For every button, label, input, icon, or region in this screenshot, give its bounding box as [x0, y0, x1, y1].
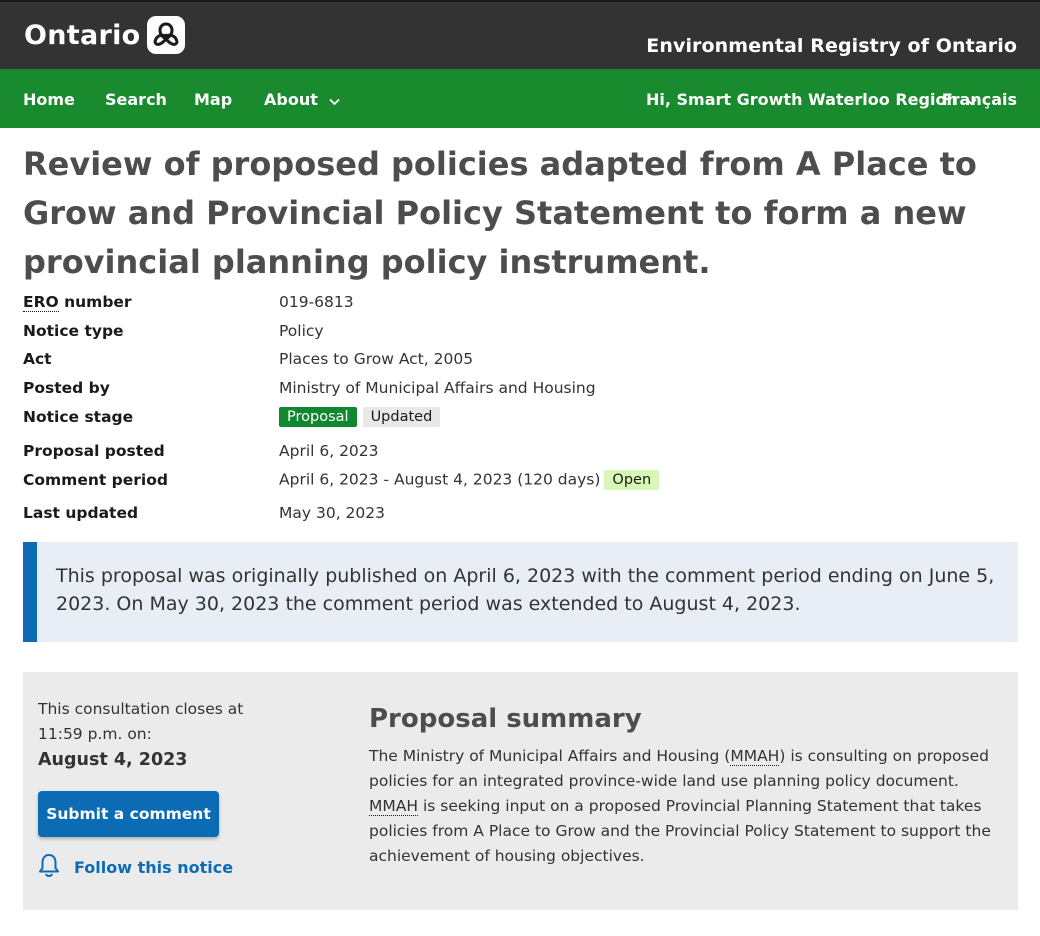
nav-search[interactable]: Search	[105, 90, 167, 109]
nav-map[interactable]: Map	[194, 90, 233, 109]
trillium-icon	[147, 16, 185, 54]
nav-language-toggle[interactable]: Français	[941, 90, 1017, 109]
chevron-down-icon	[329, 91, 340, 110]
extension-notice-text: This proposal was originally published on April 6, 2023 with the comment period ending on June 5, 2023. On May 30, 2023 the comment period was extended to August 4, 2023.	[56, 565, 995, 615]
act-value: Places to Grow Act, 2005	[279, 350, 474, 368]
page-title: Review of proposed policies adapted from A Place to Grow and Provincial Policy Statement to form a new provincial planning policy instrument.	[23, 145, 977, 281]
comment-period-dates: April 6, 2023 - August 4, 2023 (120 days)	[279, 470, 601, 489]
consultation-closes-text: This consultation closes at 11:59 p.m. on:	[38, 700, 244, 743]
ontario-logo-text: Ontario	[24, 19, 141, 51]
ero-abbr: ERO	[23, 293, 59, 311]
bell-icon	[38, 853, 60, 881]
extension-notice-callout	[23, 542, 1018, 642]
site-title[interactable]: Environmental Registry of Ontario	[646, 35, 1017, 57]
detail-row-act	[23, 350, 1013, 372]
posted-by-label: Posted by	[23, 379, 110, 397]
proposal-summary-heading: Proposal summary	[369, 704, 642, 734]
comment-period-label: Comment period	[23, 471, 168, 489]
submit-comment-button[interactable]: Submit a comment	[38, 791, 219, 837]
notice-type-label: Notice type	[23, 322, 124, 340]
notice-stage-value	[279, 407, 440, 427]
detail-row-notice-type	[23, 322, 1013, 344]
status-badge: Open	[604, 470, 659, 490]
notice-type-value: Policy	[279, 322, 324, 340]
consultation-panel	[23, 672, 1018, 910]
summary-text-part-1: The Ministry of Municipal Affairs and Housing (	[369, 747, 731, 765]
posted-by-value: Ministry of Municipal Affairs and Housing	[279, 379, 596, 397]
detail-row-notice-stage	[23, 407, 1013, 429]
nav-user-label: Hi, Smart Growth Waterloo Region	[646, 90, 958, 109]
mmah-abbr: MMAH	[369, 797, 419, 815]
follow-notice-link[interactable]	[38, 853, 233, 881]
nav-home[interactable]: Home	[23, 90, 75, 109]
last-updated-label: Last updated	[23, 504, 139, 522]
proposal-posted-label: Proposal posted	[23, 442, 165, 460]
main-navigation	[0, 69, 1040, 128]
site-header	[0, 0, 1040, 69]
notice-stage-label: Notice stage	[23, 408, 134, 426]
nav-about-label: About	[264, 90, 318, 109]
nav-about[interactable]	[264, 90, 340, 110]
detail-row-posted-by	[23, 379, 1013, 401]
follow-notice-label: Follow this notice	[74, 857, 234, 877]
summary-text-part-2: ) is consulting on proposed policies for an integrated province-wide land use planning policy document.	[369, 747, 989, 790]
detail-row-proposal-posted	[23, 442, 1013, 464]
ero-number-value: 019-6813	[279, 293, 354, 311]
updated-badge: Updated	[363, 407, 441, 427]
detail-row-comment-period	[23, 470, 1013, 492]
ontario-logo-link[interactable]	[24, 16, 185, 54]
comment-period-value	[279, 470, 659, 490]
proposal-summary-text	[369, 744, 999, 869]
detail-row-last-updated	[23, 504, 1013, 526]
mmah-abbr: MMAH	[730, 747, 780, 765]
act-label: Act	[23, 350, 52, 368]
nav-user-menu[interactable]	[646, 90, 977, 110]
summary-text-part-3: is seeking input on a proposed Provincial Planning Statement that takes policies from A Place to Grow and the Provincial Policy Statement to support the achievement of housing objectives.	[369, 797, 991, 865]
last-updated-value: May 30, 2023	[279, 504, 385, 522]
detail-row-ero-number	[23, 293, 1013, 315]
ero-number-label	[23, 293, 132, 311]
consultation-closes-date: August 4, 2023	[38, 750, 188, 770]
proposal-badge: Proposal	[279, 407, 357, 427]
proposal-posted-value: April 6, 2023	[279, 442, 379, 460]
ero-number-label-suffix: number	[58, 293, 132, 311]
